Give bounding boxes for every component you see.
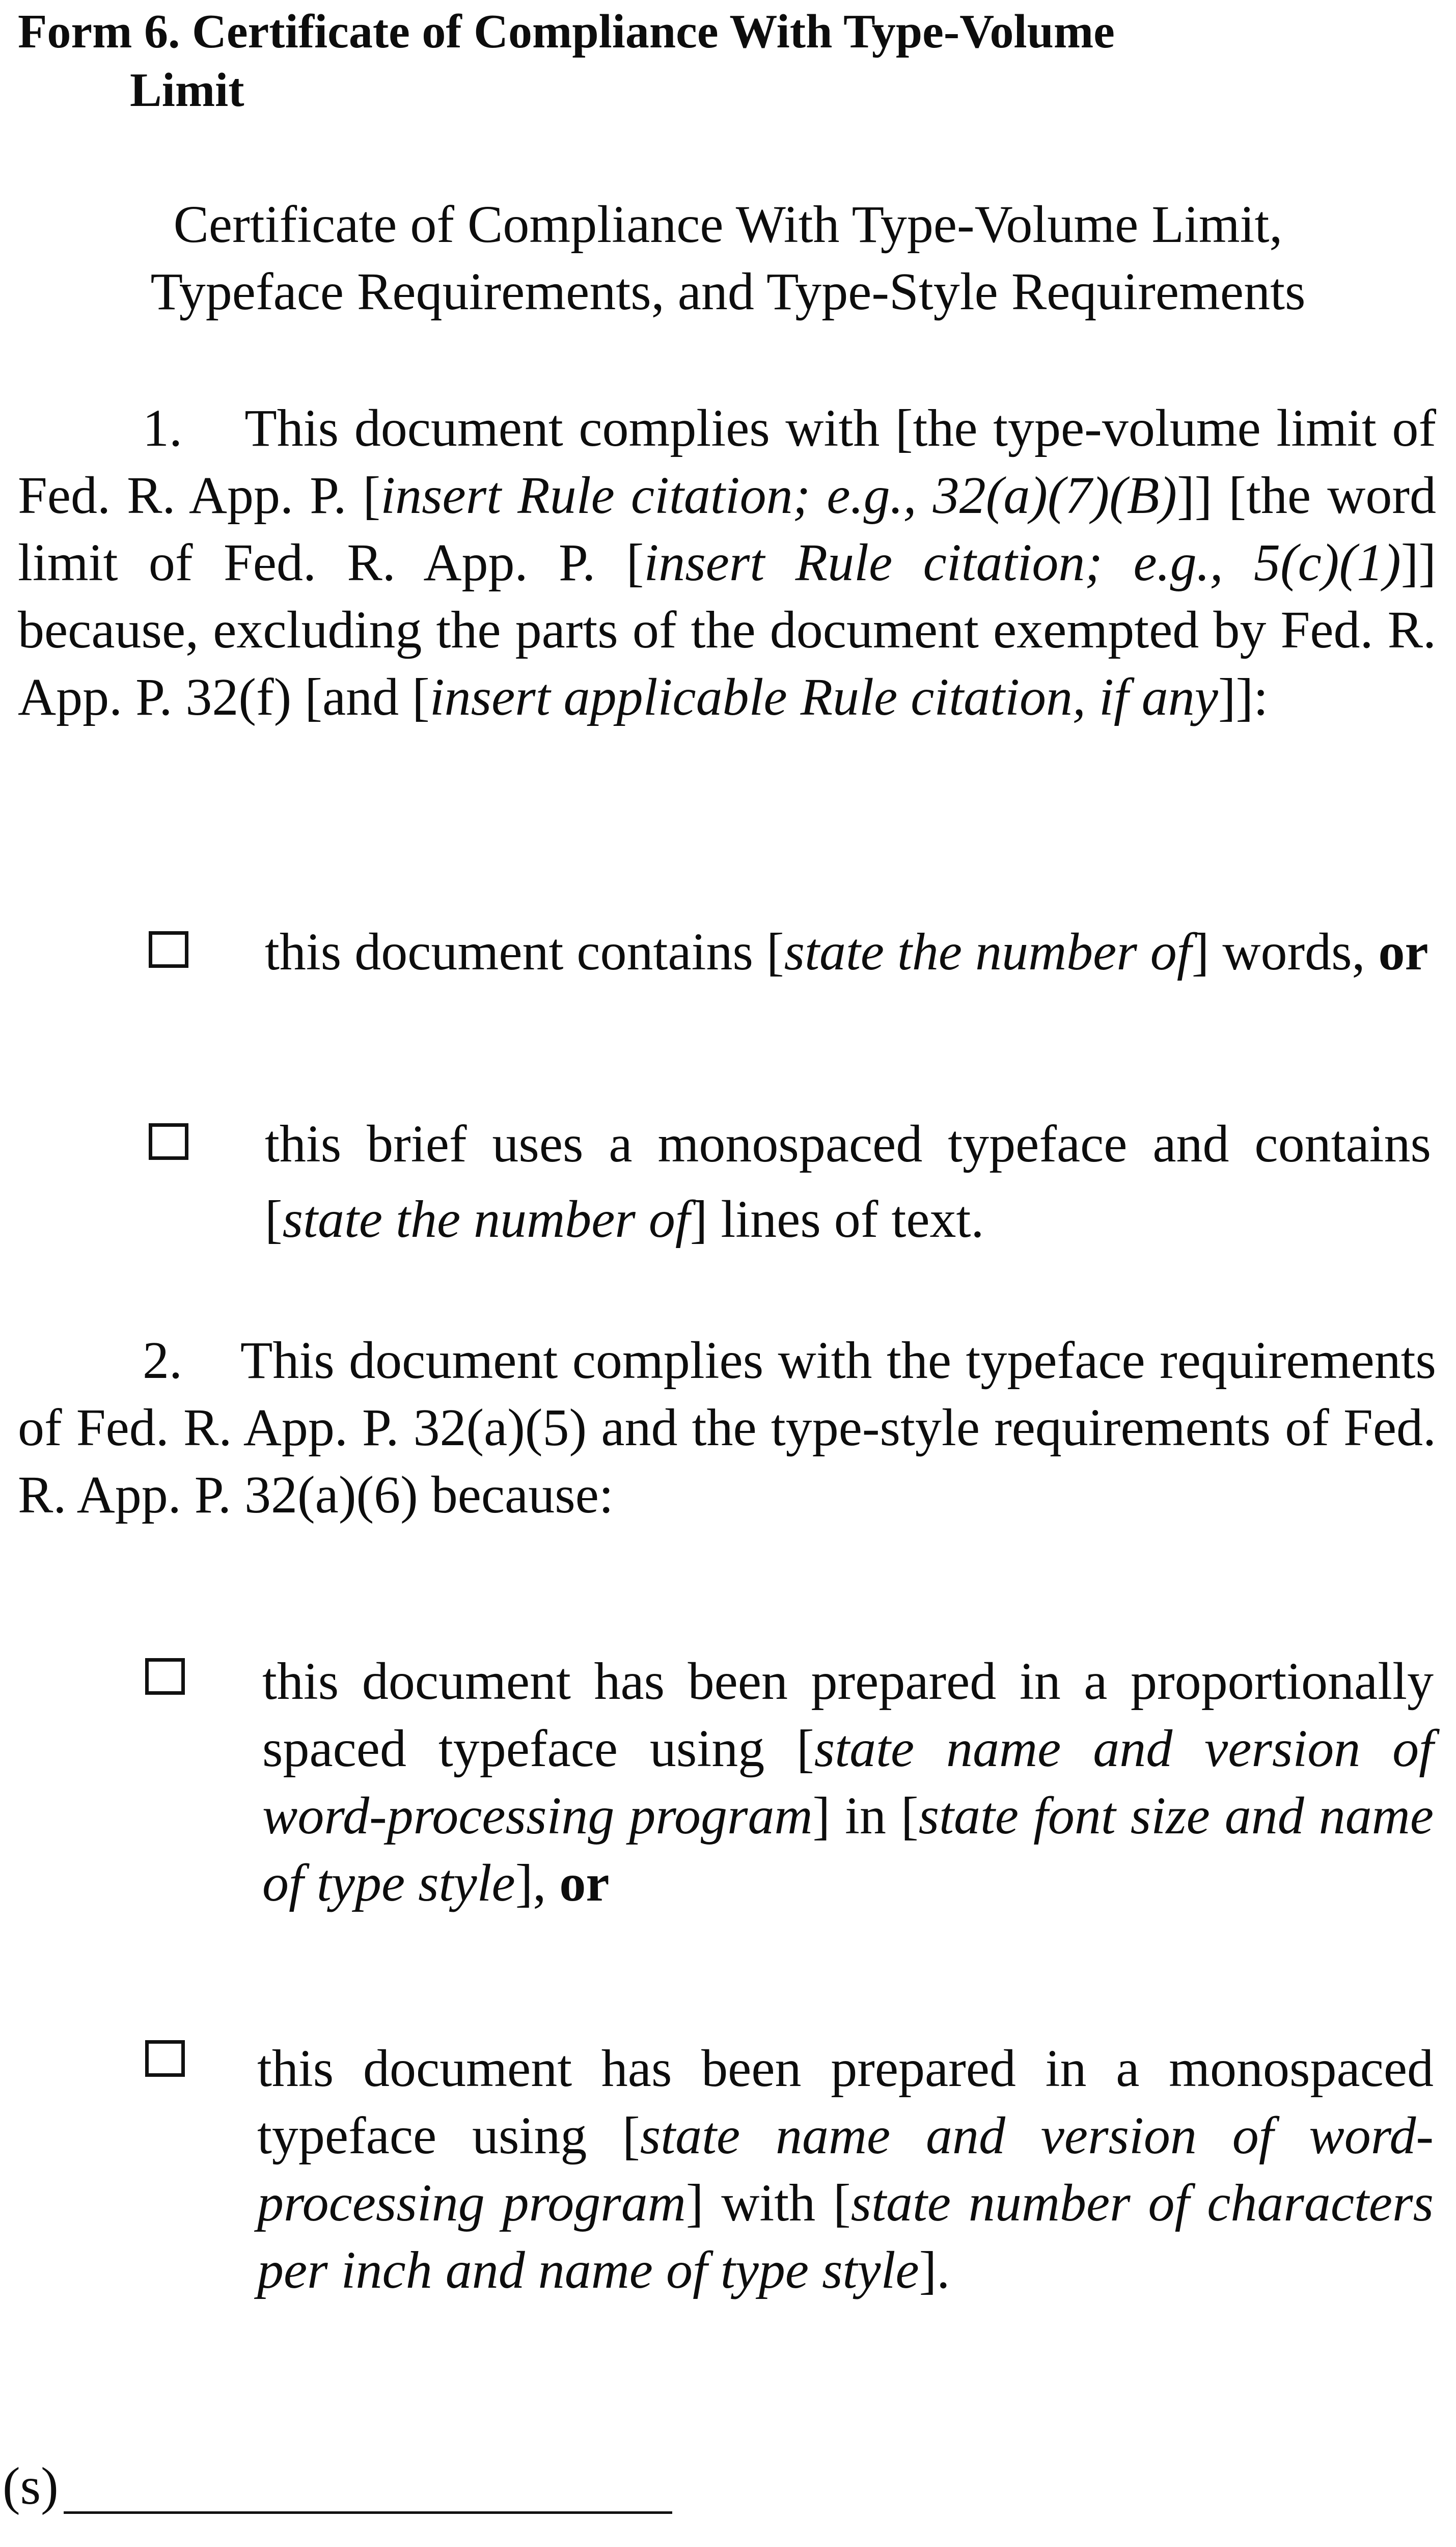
signature-label: (s) <box>3 2457 59 2515</box>
checkbox-word-count[interactable] <box>149 931 188 968</box>
option-proportional-typeface-text: this document has been prepared in a proportionally spaced typeface using [state name and version of word-processing program] in [state font size and name of type style], or <box>262 1652 1434 1912</box>
certificate-subtitle-line2: Typeface Requirements, and Type-Style Requirements <box>150 262 1306 321</box>
section-1-number: 1. <box>143 399 182 457</box>
option-word-count-text: this document contains [state the number of] words, or <box>265 923 1428 981</box>
form-title: Form 6. Certificate of Compliance With Type-Volume <box>18 5 1115 58</box>
checkbox-proportional-typeface[interactable] <box>145 1658 185 1695</box>
option-line-count-text: this brief uses a monospaced typeface and contains [state the number of] lines of text. <box>265 1115 1431 1249</box>
option-monospaced-typeface-text: this document has been prepared in a monospaced typeface using [state name and version of word-processing program] with [state number of characters per inch and name of type style]. <box>257 2039 1434 2299</box>
checkbox-monospaced-typeface[interactable] <box>145 2040 185 2077</box>
form-title-continued: Limit <box>130 64 244 117</box>
section-1-paragraph: 1. This document complies with [the type-volume limit of Fed. R. App. P. [insert Rule citation; e.g., 32(a)(7)(B)]] [the word limit of Fed. R. App. P. [insert Rule citation; e.g., 5(c)(1)]] because, excluding the parts of the document exempted by Fed. R. App. P. 32(f) [and [insert applicable Rule citation, if any]]: <box>18 399 1436 726</box>
section-2-paragraph: 2. This document complies with the typeface requirements of Fed. R. App. P. 32(a)(5) and the type-style requirements of Fed. R. App. P. 32(a)(6) because: <box>18 1331 1437 1524</box>
section-2-number: 2. <box>143 1331 182 1390</box>
signature-line[interactable] <box>64 2511 672 2514</box>
certificate-subtitle-line1: Certificate of Compliance With Type-Volume Limit, <box>173 195 1283 254</box>
checkbox-line-count[interactable] <box>149 1123 188 1160</box>
